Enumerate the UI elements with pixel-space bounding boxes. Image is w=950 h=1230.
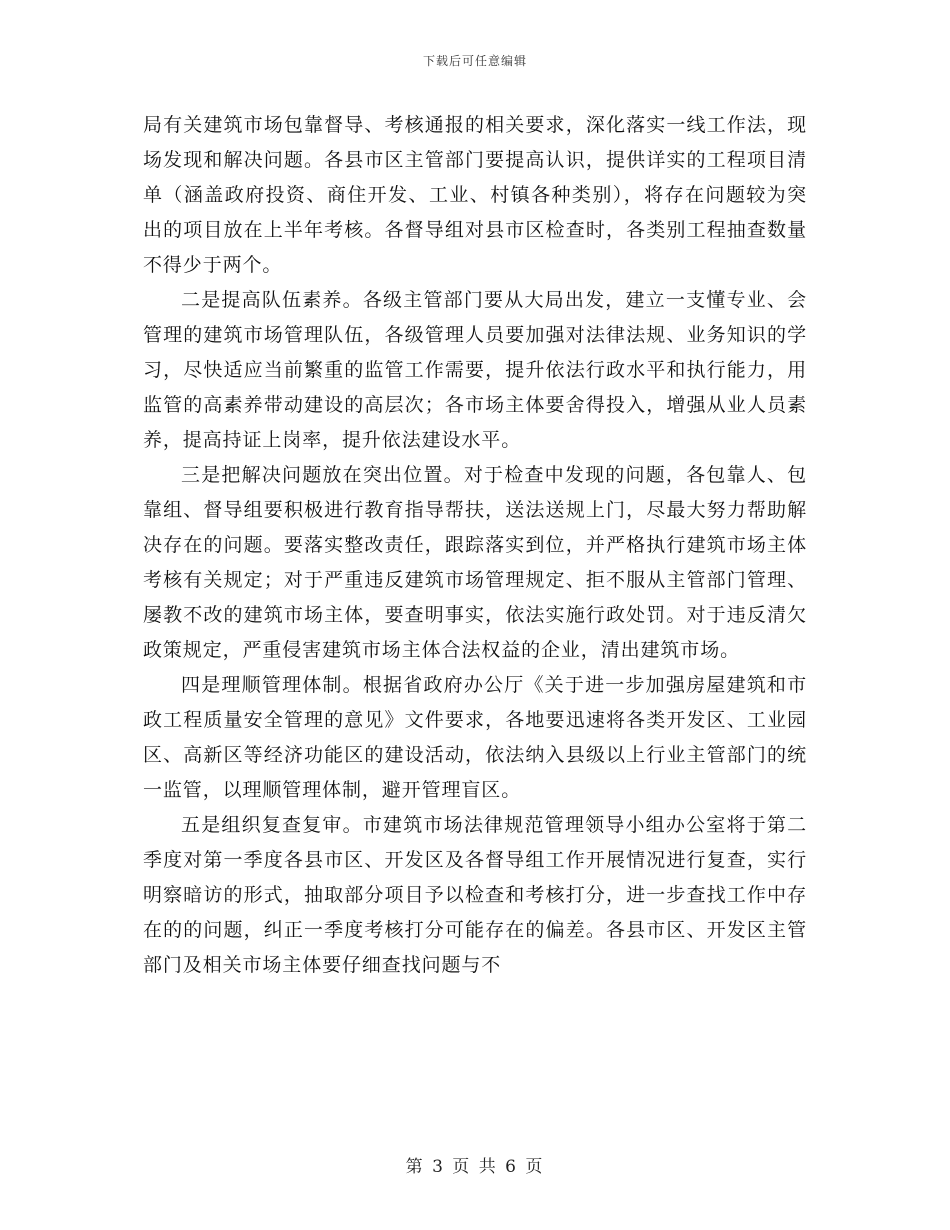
paragraph-point-two: 二是提高队伍素养。各级主管部门要从大局出发，建立一支懂专业、会管理的建筑市场管理队伍，各级管理人员要加强对法律法规、业务知识的学习，尽快适应当前繁重的监管工作需要，提升依法行政水平和执行能力，用监管的高素养带动建设的高层次；各市场主体要舍得投入，增强从业人员素养，提高持证上岗率，提升依法建设水平。 xyxy=(143,289,807,451)
page-header-note: 下载后可任意编辑 xyxy=(422,54,527,68)
paragraph-point-three: 三是把解决问题放在突出位置。对于检查中发现的问题，各包靠人、包靠组、督导组要积极进行教育指导帮扶，送法送规上门，尽最大努力帮助解决存在的问题。要落实整改责任，跟踪落实到位，并严格执行建筑市场主体考核有关规定；对于严重违反建筑市场管理规定、拒不服从主管部门管理、屡教不改的建筑市场主体，要查明事实，依法实施行政处罚。对于违反清欠政策规定，严重侵害建筑市场主体合法权益的企业，清出建筑市场。 xyxy=(143,464,807,661)
document-body xyxy=(143,108,807,983)
page-number-footer: 第 3 页 共 6 页 xyxy=(405,1157,545,1177)
paragraph-point-four: 四是理顺管理体制。根据省政府办公厅《关于进一步加强房屋建筑和市政工程质量安全管理的意见》文件要求，各地要迅速将各类开发区、工业园区、高新区等经济功能区的建设活动，依法纳入县级以上行业主管部门的统一监管，以理顺管理体制，避开管理盲区。 xyxy=(143,674,807,801)
paragraph-point-five: 五是组织复查复审。市建筑市场法律规范管理领导小组办公室将于第二季度对第一季度各县市区、开发区及各督导组工作开展情况进行复查，实行明察暗访的形式，抽取部分项目予以检查和考核打分，进一步查找工作中存在的的问题，纠正一季度考核打分可能存在的偏差。各县市区、开发区主管部门及相关市场主体要仔细查找问题与不 xyxy=(143,814,807,976)
paragraph-continuation: 局有关建筑市场包靠督导、考核通报的相关要求，深化落实一线工作法，现场发现和解决问题。各县市区主管部门要提高认识，提供详实的工程项目清单（涵盖政府投资、商住开发、工业、村镇各种类别），将存在问题较为突出的项目放在上半年考核。各督导组对县市区检查时，各类别工程抽查数量不得少于两个。 xyxy=(143,114,807,276)
